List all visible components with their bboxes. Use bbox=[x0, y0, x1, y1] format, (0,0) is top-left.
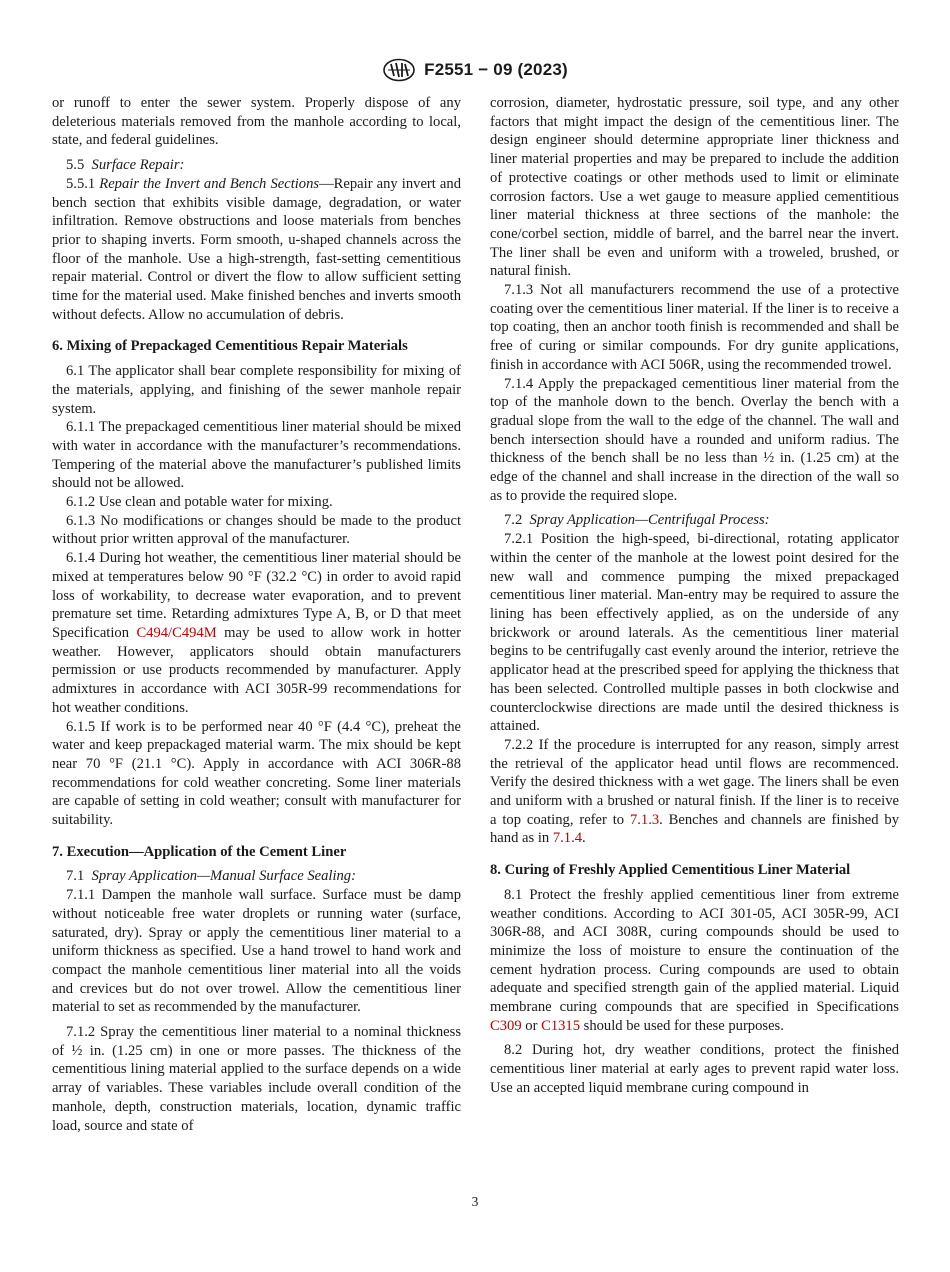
section-7-1-4: 7.1.4 Apply the prepackaged cementitious liner material from the top of the manhole down to the bench. Overlay the bench with a gradual slope from the wall to the edge of the channel. The wall and bench intersection should have a rounded and uniform radius. The thickness of the bench shall be no less than ½ in. (1.25 cm) at the edge of the channel and shall increase in the direction of the wall so as to provide the required slope. bbox=[490, 375, 899, 504]
ref-link-7-1-3[interactable]: 7.1.3 bbox=[629, 811, 660, 828]
right-column bbox=[490, 94, 899, 1098]
paragraph-continued: corrosion, diameter, hydrostatic pressure, soil type, and any other factors that might impact the design of the cementitious liner. The design engineer should determine appropriate liner thickness and liner material properties and may be prepared to include the addition of protective coatings or other methods used to limit or eliminate corrosion factors. Use a wet gauge to measure applied cementitious liner material thickness at three sections of the manhole: the cone/corbel section, middle of barrel, and the barrel near the invert. The liner shall be even and uniform with a troweled, brushed, or natural finish. bbox=[490, 95, 899, 280]
section-6-1-2: 6.1.2 Use clean and potable water for mixing. bbox=[66, 494, 333, 511]
section-6-1: 6.1 The applicator shall bear complete responsibility for mixing of the materials, applying, and finishing of the sewer manhole repair system. bbox=[52, 363, 461, 417]
paragraph-intro: or runoff to enter the sewer system. Properly dispose of any deleterious materials removed from the manhole according to local, state, and federal guidelines. bbox=[52, 95, 461, 149]
section-6-1-3: 6.1.3 No modifications or changes should be made to the product without prior written approval of the manufacturer. bbox=[52, 512, 461, 548]
section-7-2-2: 7.2.2 If the procedure is interrupted for any reason, simply arrest the retrieval of the applicator head until flows are recommenced. Verify the desired thickness with a wet gage. The liners shall be even and uniform with a brushed or natural finish. If the liner is to receive a top coating, refer to 7.1.3. Benches and channels are finished by hand as in 7.1.4. bbox=[490, 736, 900, 847]
section-7-1-3: 7.1.3 Not all manufacturers recommend the use of a protective coating over the cementitious liner material. If the liner is to receive a top coating, then an anchor tooth finish is recommended and shall be free of curing or similar compounds. For dry gunite applications, finish in accordance with ACI 506R, using the recommended trowel. bbox=[490, 282, 899, 373]
left-column bbox=[52, 94, 461, 1135]
section-7-1: 7.1 Spray Application—Manual Surface Sealing: bbox=[66, 868, 356, 885]
section-6-1-4: 6.1.4 During hot weather, the cementitious liner material should be mixed at temperatures below 90 °F (32.2 °C) in order to avoid rapid loss of workability, to decrease water evaporation, and to prevent premature set time. Retarding admixtures Type A, B, or D that meet Specification C494/C494M may be used to allow work in hotter weather. However, applicators should obtain manufacturers permission or use products recommended by manufacturer. Apply admixtures in accordance with ACI 305R-99 recommendations for hot weather conditions. bbox=[52, 550, 461, 716]
ref-link-c309[interactable]: C309 bbox=[490, 1017, 522, 1034]
section-6-heading: 6. Mixing of Prepackaged Cementitious Repair Materials bbox=[52, 338, 408, 355]
section-7-1-2: 7.1.2 Spray the cementitious liner material to a nominal thickness of ½ in. (1.25 cm) in one or more passes. The thickness of the cementitious lining material applied to the surface depends on a wide array of variables. These variables include overall condition of the manhole, depth, construction materials, location, dynamic traffic load, source and state of bbox=[52, 1024, 461, 1134]
page-header bbox=[0, 58, 950, 82]
ref-link-c494[interactable]: C494/C494M bbox=[136, 624, 217, 641]
section-6-1-5: 6.1.5 If work is to be performed near 40 °F (4.4 °C), preheat the water and keep prepackaged material warm. The mix should be kept near 70 °F (21.1 °C). Apply in accordance with ACI 306R-88 recommendations for cold weather concreting. Some liner materials are capable of setting in cold weather; consult with manufacturer for suitability. bbox=[52, 718, 461, 829]
section-7-2-1: 7.2.1 Position the high-speed, bi-directional, rotating applicator within the center of the manhole at the lowest point desired for the new wall and commence pumping the mixed prepackaged cementitious liner material. Man-entry may be required to assure the lining has been effectively applied, as on the underside of any brickwork or around laterals. As the cementitious liner material begins to be centrifugally cast evenly around the interior, retrieve the applicator head at the prescribed speed for applying the thickness that has been selected. Controlled multiple passes in both clockwise and counterclockwise directions are made until the desired thickness is attained. bbox=[490, 531, 899, 735]
page-number: 3 bbox=[471, 1194, 479, 1209]
section-8-1: 8.1 Protect the freshly applied cementitious liner from extreme weather conditions. According to ACI 301-05, ACI 305R-99, ACI 306R-88, and ACI 308R, curing compounds should be used to minimize the loss of moisture to ensure the continuation of the cement hydration process. Curing compounds are used to obtain adequate and specified strength gain of the applied material. Liquid membrane curing compounds that are specified in Specifications C309 or C1315 should be used for these purposes. bbox=[490, 886, 899, 1034]
ref-link-c1315[interactable]: C1315 bbox=[541, 1017, 581, 1034]
ref-link-7-1-4[interactable]: 7.1.4 bbox=[552, 830, 583, 847]
section-7-heading: 7. Execution—Application of the Cement Liner bbox=[52, 843, 347, 860]
section-7-2: 7.2 Spray Application—Centrifugal Process: bbox=[504, 512, 770, 529]
section-6-1-1: 6.1.1 The prepackaged cementitious liner material should be mixed with water in accordance with the manufacturer’s recommendations. Tempering of the material above the manufacturer’s published limits should not be allowed. bbox=[52, 419, 461, 492]
standard-designation: F2551 − 09 (2023) bbox=[424, 60, 568, 79]
section-8-heading: 8. Curing of Freshly Applied Cementitious Liner Material bbox=[490, 862, 851, 879]
section-5-5: 5.5 Surface Repair: bbox=[66, 157, 185, 174]
section-8-2: 8.2 During hot, dry weather conditions, protect the finished cementitious liner material at early ages to prevent rapid water loss. Use an accepted liquid membrane curing compound in bbox=[490, 1042, 899, 1096]
astm-logo-icon bbox=[382, 58, 416, 82]
section-5-5-1: 5.5.1 Repair the Invert and Bench Sections—Repair any invert and bench section that exhibits visible damage, degradation, or water infiltration. Remove obstructions and loose materials from benches prior to shaping inverts. Form smooth, u-shaped channels across the floor of the manhole. Use a high-strength, fast-setting cementitious repair material. Control or divert the flow to allow sufficient setting time for the material used. Make finished benches and inverts smooth without defects. Allow no accumulation of debris. bbox=[52, 175, 462, 323]
section-7-1-1: 7.1.1 Dampen the manhole wall surface. Surface must be damp without noticeable free water droplets or running water (surface, saturated, dry). Spray or apply the cementitious liner material to a uniform thickness as specified. Use a hand trowel to hand work and compact the manhole cementitious liner material into all the voids and crevices but do not over trowel. Allow the cementitious liner material to set as recommended by the manufacturer. bbox=[52, 887, 461, 1016]
